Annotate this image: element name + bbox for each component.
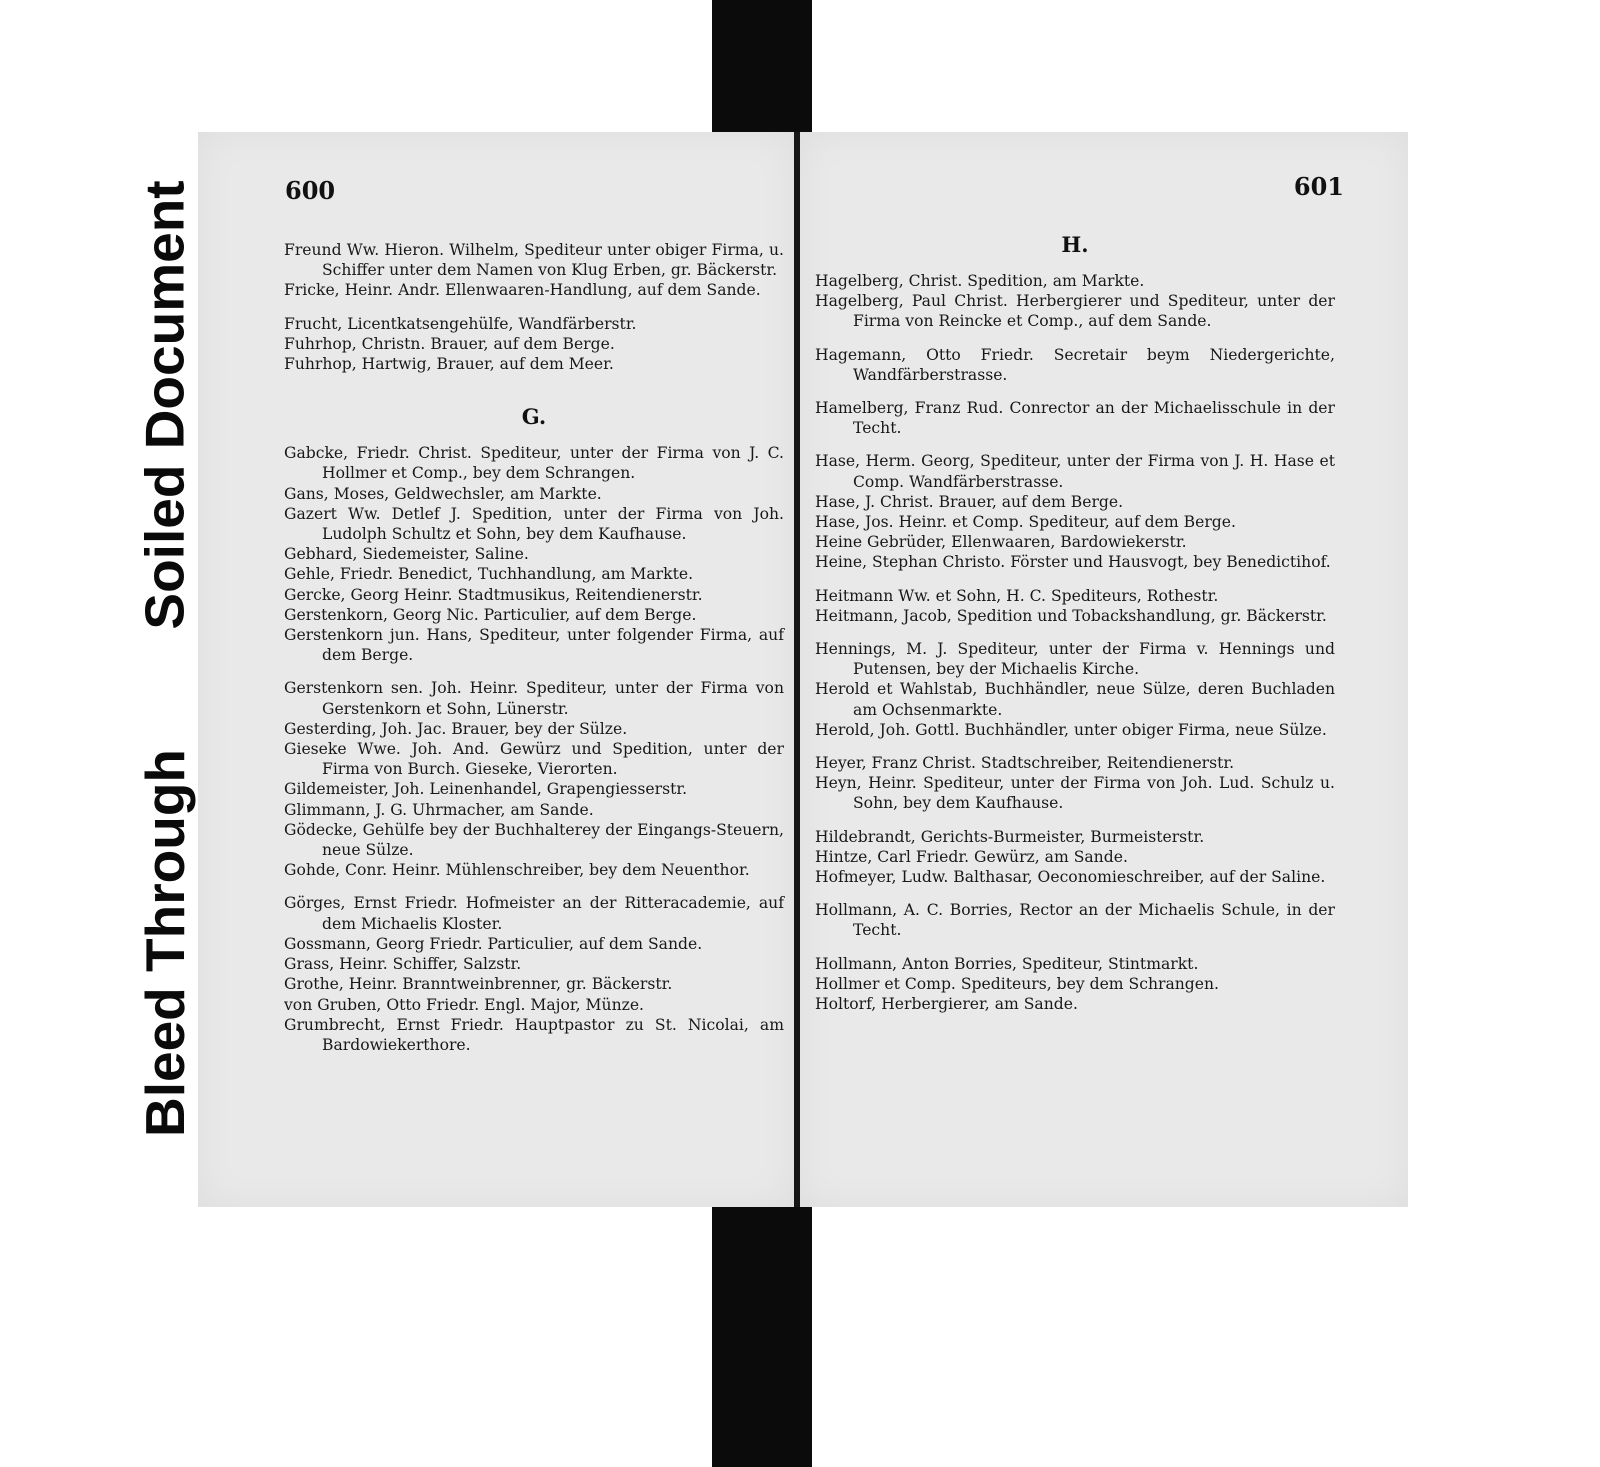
directory-entry: Gazert Ww. Detlef J. Spedition, unter der Firma von Joh. Ludolph Schultz et Sohn, bey dem Kaufhause. [284,504,784,544]
directory-entry: Heine Gebrüder, Ellenwaaren, Bardowiekerstr. [815,533,1187,552]
directory-entry: Gesterding, Joh. Jac. Brauer, bey der Sülze. [284,719,628,738]
directory-entry: Heine, Stephan Christo. Förster und Hausvogt, bey Benedictihof. [815,553,1331,572]
directory-entry: Hase, J. Christ. Brauer, auf dem Berge. [815,492,1124,511]
binding-strip-top [712,0,812,140]
directory-entry: Gödecke, Gehülfe bey der Buchhalterey der Eingangs-Steuern, neue Sülze. [284,820,784,860]
soiled-document-label-text: Soiled Document [134,180,196,630]
right-page [800,132,1408,1207]
directory-entry: Gohde, Conr. Heinr. Mühlenschreiber, bey dem Neuenthor. [284,861,750,880]
directory-entry: Gerstenkorn, Georg Nic. Particulier, auf dem Berge. [284,605,697,624]
directory-entry: Fuhrhop, Christn. Brauer, auf dem Berge. [284,334,615,353]
directory-entry: Hagelberg, Christ. Spedition, am Markte. [815,272,1145,290]
directory-entry: Hofmeyer, Ludw. Balthasar, Oeconomieschreiber, auf der Saline. [815,868,1326,887]
directory-entry: Heyer, Franz Christ. Stadtschreiber, Reitendienerstr. [815,754,1235,773]
directory-entry: Gieseke Wwe. Joh. And. Gewürz und Spedition, unter der Firma von Burch. Gieseke, Vierorten. [284,740,784,779]
binding-strip-bottom [712,1195,812,1467]
directory-entry: Holtorf, Herbergierer, am Sande. [815,995,1078,1014]
directory-entry: Gildemeister, Joh. Leinenhandel, Grapengiesserstr. [284,780,688,799]
directory-entry: Frucht, Licentkatsengehülfe, Wandfärberstr. [284,314,637,333]
directory-entry: Gabcke, Friedr. Christ. Spediteur, unter der Firma von J. C. Hollmer et Comp., bey dem Schrangen. [284,444,784,483]
directory-entry: Gossmann, Georg Friedr. Particulier, auf dem Sande. [284,934,703,953]
bleed-through-label [126,690,204,1195]
bleed-through-label-text: Bleed Through [134,748,197,1137]
directory-entry: Gercke, Georg Heinr. Stadtmusikus, Reitendienerstr. [284,585,703,604]
directory-entry: Grumbrecht, Ernst Friedr. Hauptpastor zu St. Nicolai, am Bardowiekerthore. [284,1015,784,1054]
directory-entry: Hase, Herm. Georg, Spediteur, unter der Firma von J. H. Hase et Comp. Wandfärberstrasse. [815,452,1335,491]
directory-entry: Gerstenkorn sen. Joh. Heinr. Spediteur, unter der Firma von Gerstenkorn et Sohn, Lünerstr. [284,679,784,718]
directory-entry: Hollmann, A. C. Borries, Rector an der Michaelis Schule, in der Techt. [815,901,1335,940]
left-page [198,132,794,1207]
directory-entry: Herold et Wahlstab, Buchhändler, neue Sülze, deren Buchladen am Ochsenmarkte. [815,680,1335,719]
directory-entry: Hennings, M. J. Spediteur, unter der Firma v. Hennings und Putensen, bey der Michaelis Kirche. [815,640,1335,679]
directory-entry: Görges, Ernst Friedr. Hofmeister an der Ritteracademie, auf dem Michaelis Kloster. [284,894,784,933]
directory-entry: Gans, Moses, Geldwechsler, am Markte. [284,484,602,503]
directory-entry: Gehle, Friedr. Benedict, Tuchhandlung, am Markte. [284,565,694,584]
page-number-left: 600 [285,176,336,205]
section-heading-g: G. [521,404,547,430]
directory-entry: Freund Ww. Hieron. Wilhelm, Spediteur unter obiger Firma, u. Schiffer unter dem Namen von Klug Erben, gr. Bäckerstr. [284,241,784,280]
right-page-entries [815,232,1335,1014]
directory-entry: Fricke, Heinr. Andr. Ellenwaaren-Handlung, auf dem Sande. [284,281,761,300]
left-page-entries [284,240,784,1055]
directory-entry: Grass, Heinr. Schiffer, Salzstr. [284,955,522,974]
directory-entry: Fuhrhop, Hartwig, Brauer, auf dem Meer. [284,355,614,374]
directory-entry: Grothe, Heinr. Branntweinbrenner, gr. Bäckerstr. [284,975,673,994]
directory-entry: Heitmann Ww. et Sohn, H. C. Spediteurs, Rothestr. [815,586,1219,605]
directory-entry: Hollmann, Anton Borries, Spediteur, Stintmarkt. [815,954,1199,973]
directory-entry: Heyn, Heinr. Spediteur, unter der Firma von Joh. Lud. Schulz u. Sohn, bey dem Kaufhause. [815,774,1335,813]
soiled-document-label [126,140,204,670]
section-heading-h: H. [1061,232,1089,257]
directory-entry: Gebhard, Siedemeister, Saline. [284,545,529,564]
directory-entry: Herold, Joh. Gottl. Buchhändler, unter obiger Firma, neue Sülze. [815,720,1327,739]
directory-entry: Hase, Jos. Heinr. et Comp. Spediteur, auf dem Berge. [815,513,1236,532]
directory-entry: Heitmann, Jacob, Spedition und Tobackshandlung, gr. Bäckerstr. [815,606,1327,625]
directory-entry: Hollmer et Comp. Spediteurs, bey dem Schrangen. [815,974,1220,993]
directory-entry: von Gruben, Otto Friedr. Engl. Major, Münze. [284,995,645,1014]
directory-entry: Hildebrandt, Gerichts-Burmeister, Burmeisterstr. [815,827,1205,846]
directory-entry: Glimmann, J. G. Uhrmacher, am Sande. [284,800,594,819]
directory-entry: Hamelberg, Franz Rud. Conrector an der Michaelisschule in der Techt. [815,399,1335,438]
directory-entry: Hagemann, Otto Friedr. Secretair beym Niedergerichte, Wandfärberstrasse. [815,345,1335,384]
directory-entry: Hagelberg, Paul Christ. Herbergierer und Spediteur, unter der Firma von Reincke et Comp., auf dem Sande. [815,292,1335,331]
page-number-right: 601 [1293,172,1344,201]
directory-entry: Gerstenkorn jun. Hans, Spediteur, unter folgender Firma, auf dem Berge. [284,626,784,665]
directory-entry: Hintze, Carl Friedr. Gewürz, am Sande. [815,847,1128,866]
